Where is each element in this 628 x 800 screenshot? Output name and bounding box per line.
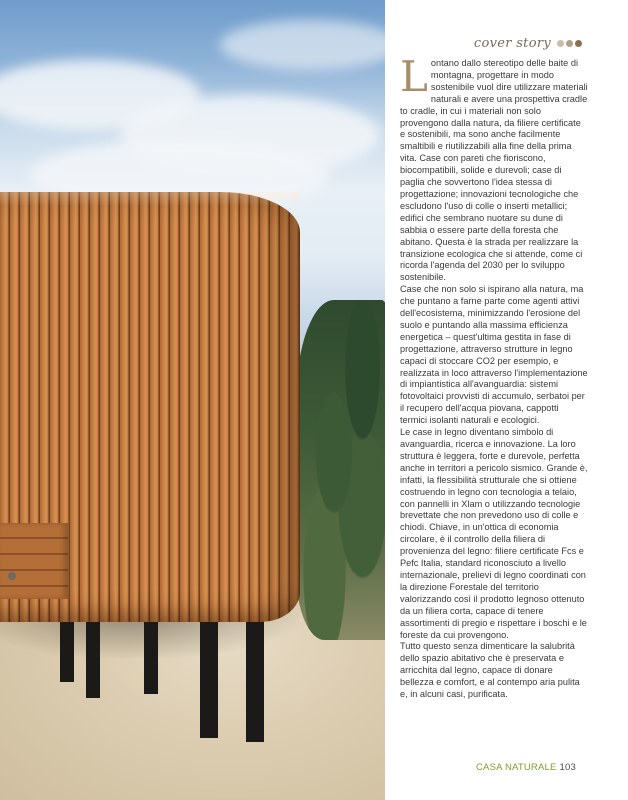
- article-body: [400, 52, 588, 701]
- dot-icon: [575, 40, 582, 47]
- dot-icon: [557, 40, 564, 47]
- deck-handle: [8, 572, 16, 580]
- page-number: 103: [559, 762, 576, 773]
- decorative-dots: [557, 40, 582, 47]
- page-footer: [476, 762, 576, 773]
- stilt-post: [200, 618, 218, 738]
- coastal-vegetation: [296, 300, 385, 640]
- stilt-post: [144, 616, 158, 694]
- magazine-name: CASA NATURALE: [475, 762, 557, 773]
- stilt-post: [86, 610, 100, 698]
- cloud: [220, 20, 385, 70]
- cabin-highlight: [0, 192, 300, 206]
- article-paragraph: Tutto questo senza dimenticare la salubrità dello spazio abitativo che è preservata e arricchita dal legno, capace di donare bellezza e comfort, e al contempo aria pulita e, in alcuni casi, purificata.: [400, 641, 580, 700]
- section-header: [474, 36, 582, 51]
- article-paragraph: Le case in legno diventano simbolo di avanguardia, ricerca e innovazione. La loro struttura è leggera, forte e durevole, perfetta anche in territori a pericolo sismico. Grande è, infatti, la flessibilità strutturale che si ottiene costruendo in legno con tecnologia a telaio, con pannelli in Xlam o utilizzando tecnologie brevettate che non prevedono uso di colle e chiodi. Chiave, in un'ottica di economia circolare, è il controllo della filiera di provenienza del legno: filiere certificate Fcs e Pefc Italia, standard riconosciuto a livello internazionale, prelievi di legno coordinati con la direzione Forestale del territorio valorizzando così il prodotto legnoso ottenuto da un filiera corta, capace di tenere assortimenti di pregio e rispettare i boschi e le foreste da cui provengono.: [400, 427, 588, 640]
- section-label: cover story: [473, 36, 551, 51]
- article-paragraph: Case che non solo si ispirano alla natura, ma che puntano a farne parte come agenti attivi dell'ecosistema, minimizzando l'erosione del suolo e puntando alla massima efficienza energetica – quest'ultima gestita in fase di progettazione, attraverso strutture in legno capaci di stoccare CO2 per esempio, e realizzata in loco attraverso l'implementazione di impiantistica all'avanguardia: sistemi fotovoltaici provvisti di accumulo, serbatoi per il recupero dell'acqua piovana, cappotti termici isolanti naturali e ecologici.: [400, 284, 588, 426]
- stilt-post: [246, 618, 264, 742]
- text-column: [398, 0, 620, 800]
- dot-icon: [566, 40, 573, 47]
- drop-cap: L: [400, 52, 428, 101]
- wooden-deck: [0, 523, 68, 599]
- article-paragraph: Lontano dallo stereotipo delle baite di montagna, progettare in modo sostenibile vuol dire utilizzare materiali naturali e avere una prospettiva cradle to cradle, in cui i materiali non solo provengono dalla natura, da filiere certificate e sostenibili, ma sono anche facilmente smaltibili e riutilizzabili alla fine della prima vita. Case con pareti che fioriscono, biocompatibili, solide e durevoli; case di paglia che sovvertono l'idea stessa di progettazione; innovazioni tecnologiche che escludono l'uso di colle o inserti metallici; edifici che sembrano nuotare su dune di sabbia o essere parte della foresta che abitano. Questa è la strada per realizzare la transizione ecologica che si attende, come ci ricorda l'agenda del 2030 per lo sviluppo sostenibile.: [400, 52, 588, 283]
